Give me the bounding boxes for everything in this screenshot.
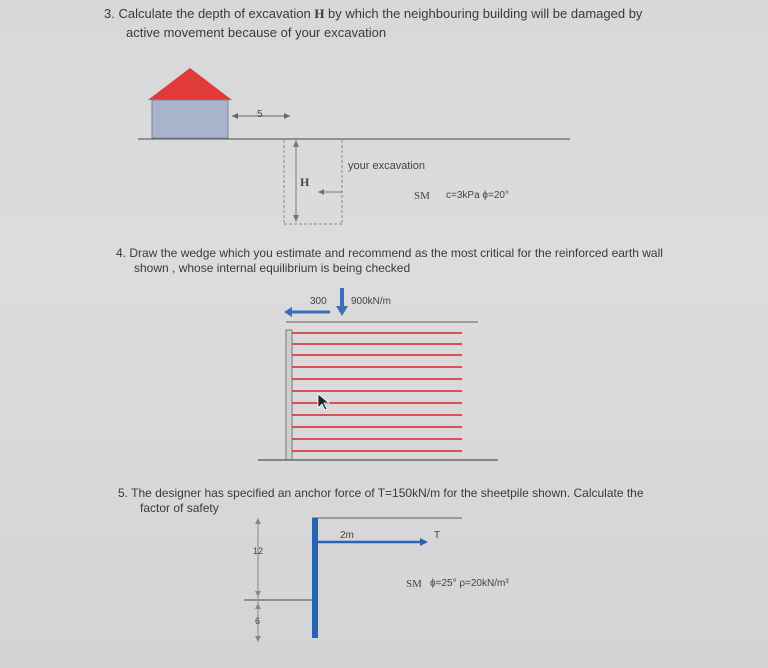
depth-lower-label: 6	[255, 616, 261, 626]
depth-dim-arrow-mid-top	[255, 591, 261, 597]
h-label: H	[300, 175, 310, 189]
house-body	[152, 100, 228, 138]
q3-text-suffix: by which the neighbouring building will be damaged by	[324, 6, 643, 21]
depth-upper-label: 12	[253, 546, 264, 556]
excavation-label: your excavation	[348, 160, 426, 172]
question-5-line-2: factor of safety	[140, 501, 219, 515]
question-5-line-1: 5. The designer has specified an anchor force of T=150kN/m for the sheetpile shown. Calculate the	[118, 486, 644, 500]
q5-soil-label: SM	[406, 578, 422, 590]
q3-soil-label: SM	[414, 190, 430, 202]
dim-5-arrow-right	[284, 113, 290, 119]
dim-5-arrow-left	[232, 113, 238, 119]
reinforcement-strips	[292, 333, 462, 451]
h-dim-arrow-bottom	[293, 215, 299, 222]
q3-text-prefix: 3. Calculate the depth of excavation	[104, 6, 315, 21]
depth-dim-arrow-bottom	[255, 636, 261, 642]
question-4-line-2: shown , whose internal equilibrium is being checked	[134, 261, 411, 275]
vertical-load-arrowhead	[336, 306, 348, 316]
sheetpile	[312, 518, 318, 638]
q3-soil-params: c=3kPa ϕ=20°	[446, 190, 509, 201]
wall-facing	[286, 330, 292, 460]
anchor-force-label: T	[434, 530, 441, 541]
dim-5-label: 5	[257, 109, 263, 120]
h-dim-arrow-top	[293, 140, 299, 147]
horizontal-load-label: 300	[310, 296, 327, 307]
horizontal-load-arrowhead	[284, 307, 292, 317]
vertical-load-label: 900kN/m	[351, 296, 392, 307]
q3-var-h: H	[314, 6, 325, 21]
house-roof	[148, 68, 232, 100]
question-3-line-2: active movement because of your excavation	[126, 25, 387, 40]
q5-soil-params: ϕ=25° ρ=20kN/m³	[430, 578, 509, 589]
earth-pressure-arrowhead	[318, 189, 324, 195]
question-4-line-1: 4. Draw the wedge which you estimate and recommend as the most critical for the reinforced earth wall	[116, 246, 663, 260]
anchor-arrowhead	[420, 538, 428, 546]
anchor-length-label: 2m	[340, 530, 354, 541]
depth-dim-arrow-mid-bottom	[255, 603, 261, 609]
depth-dim-arrow-top	[255, 518, 261, 524]
mouse-cursor-icon	[318, 394, 329, 410]
